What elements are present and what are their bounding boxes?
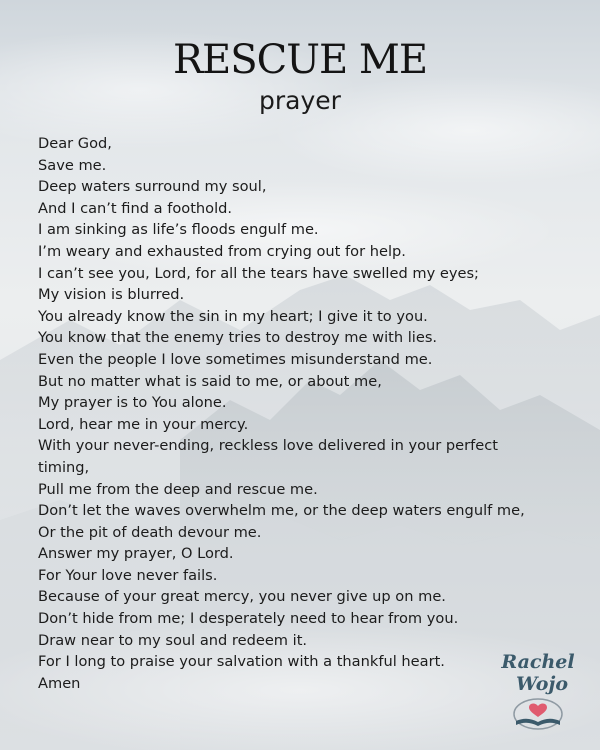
prayer-line: Don’t hide from me; I desperately need to hear from you. [38,610,459,628]
prayer-line: Don’t let the waves overwhelm me, or the deep waters engulf me, [38,502,525,520]
page-subtitle: prayer [259,86,341,115]
prayer-line: Lord, hear me in your mercy. [38,415,249,433]
open-book-heart-icon [510,694,566,730]
prayer-line: Or the pit of death devour me. [38,523,262,541]
prayer-line: I can’t see you, Lord, for all the tears have swelled my eyes; [38,264,479,282]
prayer-line: Amen [38,674,81,692]
prayer-line: Save me. [38,156,107,174]
prayer-line: With your never-ending, reckless love delivered in your perfect [38,437,499,455]
prayer-line: But no matter what is said to me, or about me, [38,372,382,390]
prayer-line: I am sinking as life’s floods engulf me. [38,221,319,239]
prayer-line: Because of your great mercy, you never give up on me. [38,588,446,606]
prayer-line: Draw near to my soul and redeem it. [38,631,308,649]
prayer-line: timing, [38,458,90,476]
prayer-line: Deep waters surround my soul, [38,178,267,196]
page-title: RESCUE ME [172,37,428,83]
logo-wordmark-line2: Wojo [515,673,568,695]
prayer-line: You know that the enemy tries to destroy me with lies. [38,329,438,347]
prayer-line: Dear God, [38,135,112,152]
prayer-line: My vision is blurred. [38,286,185,304]
prayer-line: Pull me from the deep and rescue me. [38,480,318,498]
prayer-line: For Your love never fails. [38,566,218,584]
prayer-text [38,133,578,694]
prayer-line: You already know the sin in my heart; I give it to you. [38,307,428,325]
prayer-line: Even the people I love sometimes misunderstand me. [38,350,433,368]
brand-logo [496,650,580,730]
prayer-line: Answer my prayer, O Lord. [38,545,234,563]
prayer-line: And I can’t find a foothold. [38,199,233,217]
prayer-line: I’m weary and exhausted from crying out for help. [38,242,406,260]
logo-wordmark-line1: Rachel [501,651,575,673]
prayer-line: For I long to praise your salvation with a thankful heart. [38,653,445,671]
prayer-line: My prayer is to You alone. [38,394,227,412]
